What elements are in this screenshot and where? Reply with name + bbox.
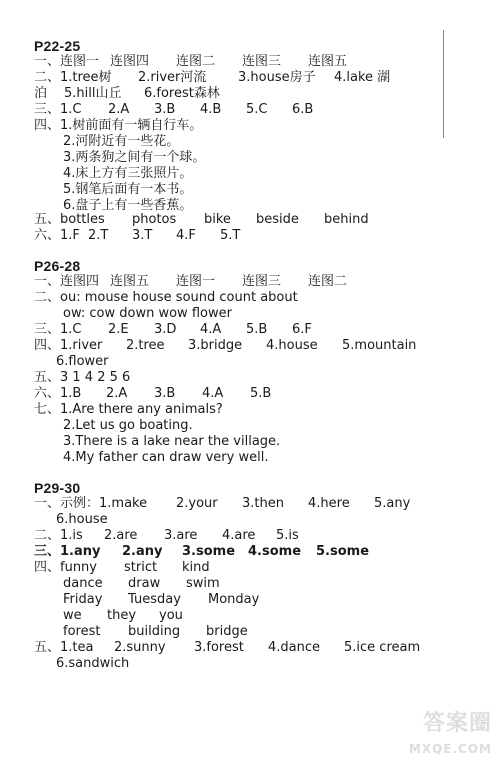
answer-line: 二、1.tree树 2.river河流 3.house房子 4.lake 湖: [34, 70, 391, 85]
section-title-p26-28: P26-28: [34, 258, 81, 274]
answer-line: 六、1.F 2.T 3.T 4.F 5.T: [34, 228, 241, 243]
answer-line: forest building bridge: [63, 624, 248, 639]
answer-line: 五、1.tea 2.sunny 3.forest 4.dance 5.ice cream: [34, 640, 421, 655]
answer-line: 6.house: [56, 512, 108, 527]
watermark-title: 答案圈: [422, 711, 492, 736]
answer-line: 五、bottles photos bike beside behind: [34, 212, 369, 227]
answer-line: 七、1.Are there any animals?: [34, 402, 223, 417]
answer-line: 4.床上方有三张照片。: [63, 166, 193, 181]
answer-line: 二、1.is 2.are 3.are 4.are 5.is: [34, 528, 299, 543]
answer-line: ow: cow down wow flower: [63, 306, 232, 321]
watermark-url: MXQE.COM: [408, 742, 492, 756]
answer-line: 一、连图四 连图五 连图一 连图三 连图二: [34, 274, 348, 289]
section-title-p22-25: P22-25: [34, 38, 81, 54]
answer-line: 四、funny strict kind: [34, 560, 210, 575]
answer-line: 四、1.river 2.tree 3.bridge 4.house 5.mountain: [34, 338, 417, 353]
answer-line: 2.河附近有一些花。: [63, 134, 180, 149]
answer-line: 2.Let us go boating.: [63, 418, 193, 433]
answer-line: 一、示例：1.make 2.your 3.then 4.here 5.any: [34, 496, 411, 511]
answer-line: 3.两条狗之间有一个球。: [63, 150, 206, 165]
answer-line: 三、1.any 2.any 3.some 4.some 5.some: [34, 544, 370, 559]
answer-line: 4.My father can draw very well.: [63, 450, 269, 465]
answer-line: 5.钢笔后面有一本书。: [63, 182, 193, 197]
answer-line: 二、ou: mouse house sound count about: [34, 290, 298, 305]
section-title-p29-30: P29-30: [34, 480, 81, 496]
answer-line: 一、连图一 连图四 连图二 连图三 连图五: [34, 54, 348, 69]
answer-line: 三、1.C 2.A 3.B 4.B 5.C 6.B: [34, 102, 314, 117]
answer-line: 三、1.C 2.E 3.D 4.A 5.B 6.F: [34, 322, 312, 337]
watermark-logo: [396, 706, 492, 756]
answer-line: 6.盘子上有一些香蕉。: [63, 198, 193, 213]
answer-line: 五、3 1 4 2 5 6: [34, 370, 131, 385]
answer-line: we they you: [63, 608, 183, 623]
answer-line: 六、1.B 2.A 3.B 4.A 5.B: [34, 386, 272, 401]
answer-line: dance draw swim: [63, 576, 220, 591]
margin-line: [443, 30, 444, 138]
answer-line: 四、1.树前面有一辆自行车。: [34, 118, 203, 133]
answer-line: 6.flower: [56, 354, 109, 369]
answer-line: Friday Tuesday Monday: [63, 592, 260, 607]
answer-line: 3.There is a lake near the village.: [63, 434, 281, 449]
answer-line: 泊 5.hill山丘 6.forest森林: [34, 86, 220, 101]
answer-line: 6.sandwich: [56, 656, 130, 671]
